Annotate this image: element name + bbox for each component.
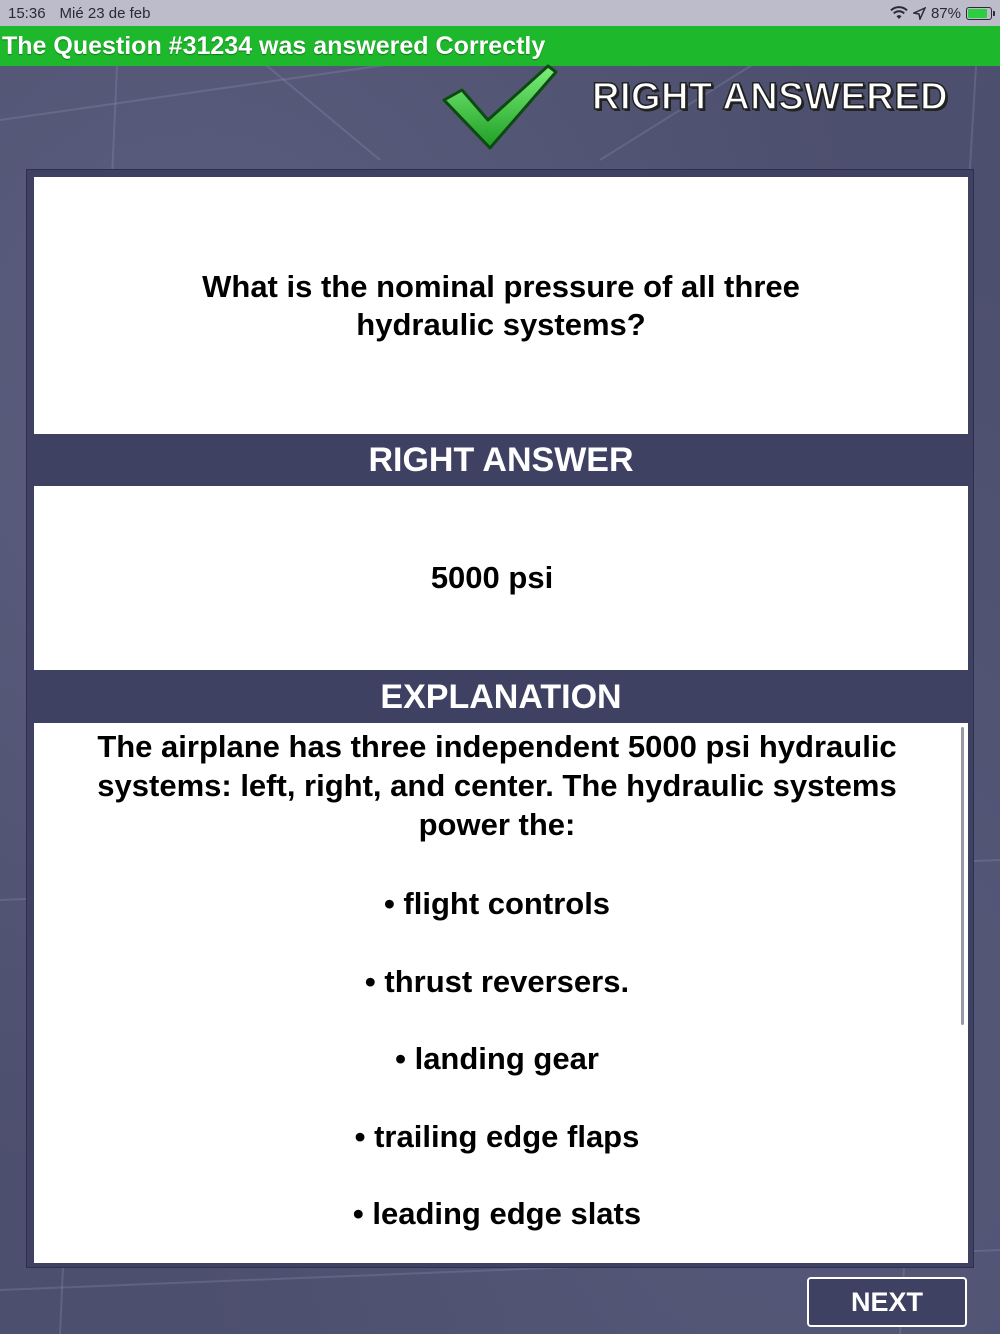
list-item: • landing gear	[395, 1041, 599, 1076]
result-title: RIGHT ANSWERED	[592, 76, 949, 118]
wifi-icon	[890, 6, 908, 20]
list-item: • thrust reversers.	[364, 963, 630, 999]
right-answer-header: RIGHT ANSWER	[368, 440, 634, 479]
next-button[interactable]: NEXT	[807, 1277, 967, 1327]
question-card	[26, 169, 974, 1268]
explanation-header: EXPLANATION	[380, 677, 622, 716]
status-indicators	[890, 5, 992, 22]
explanation-scrollbar[interactable]	[961, 727, 964, 1025]
status-time: 15:36	[8, 4, 46, 22]
explanation-list	[74, 884, 928, 1263]
right-answer-text: 5000 psi	[430, 560, 554, 595]
question-panel	[34, 177, 968, 434]
status-date: Mié 23 de feb	[59, 4, 151, 22]
battery-icon	[966, 7, 992, 20]
banner-text: The Question #31234 was answered Correctly	[2, 31, 546, 60]
list-item: • trailing edge flaps	[354, 1118, 640, 1154]
checkmark-icon	[440, 62, 560, 152]
right-answer-panel	[34, 486, 968, 670]
explanation-panel[interactable]	[34, 723, 968, 1263]
list-item: • leading edge slats	[352, 1196, 642, 1231]
question-text: What is the nominal pressure of all three hydraulic systems?	[202, 268, 800, 342]
status-bar	[0, 0, 1000, 26]
location-arrow-icon	[913, 7, 926, 20]
battery-level-fill	[968, 9, 987, 18]
list-item: • flight controls	[383, 886, 611, 921]
battery-percentage: 87%	[930, 4, 961, 22]
explanation-intro: The airplane has three independent 5000 psi hydraulic systems: left, right, and center. The hydraulic systems power the:	[97, 729, 897, 842]
answer-status-banner	[0, 26, 1000, 66]
